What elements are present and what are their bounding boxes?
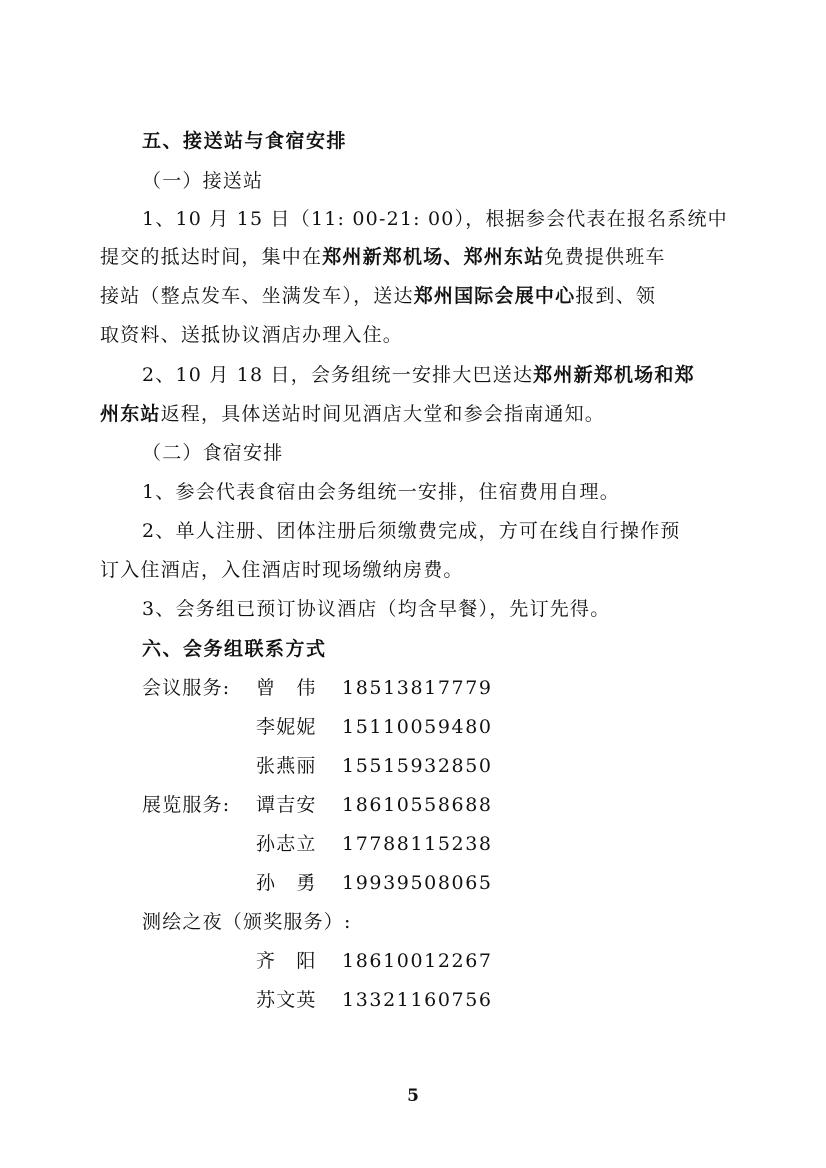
text-span: 返程，具体送站时间见酒店大堂和参会指南通知。 [160,403,606,425]
contact-phone: 13321160756 [342,989,493,1011]
section5-title: 五、接送站与食宿安排 [142,130,348,152]
bold-location: 州东站 [100,403,161,425]
contact-phone: 18610558688 [342,794,493,816]
paragraph-line: 1、参会代表食宿由会务组统一安排，住宿费用自理。 [142,481,620,503]
text-span: 接站（整点发车、坐满发车），送达 [100,285,414,307]
paragraph-line [100,244,740,270]
text-span: 报到、领 [575,285,657,307]
paragraph-line [142,362,782,388]
contact-phone: 17788115238 [342,833,493,855]
contact-name: 苏文英 [256,989,317,1011]
section6-title: 六、会务组联系方式 [142,638,327,660]
contact-phone: 18513817779 [342,677,493,699]
contact-phone: 18610012267 [342,950,493,972]
contact-phone: 15110059480 [342,716,493,738]
bold-location: 郑州新郑机场和郑 [533,364,695,386]
contact-phone: 19939508065 [342,872,493,894]
text-span: 2、10 月 18 日，会务组统一安排大巴送达 [142,364,534,386]
contact-name: 齐 阳 [256,950,317,972]
contact-group-label: 测绘之夜（颁奖服务）: [142,911,352,933]
contact-name: 谭吉安 [256,794,317,816]
contact-name: 孙 勇 [256,872,317,894]
contact-name: 张燕丽 [256,755,317,777]
paragraph-line: 取资料、送抵协议酒店办理入住。 [100,324,404,346]
paragraph-line [100,401,740,427]
bold-location: 郑州新郑机场、郑州东站 [322,246,545,268]
subsection-lodging-title: （二）食宿安排 [142,442,284,464]
page-number: 5 [407,1086,419,1106]
paragraph-line: 1、10 月 15 日（11: 00-21: 00），根据参会代表在报名系统中 [142,208,728,230]
contact-name: 曾 伟 [256,677,317,699]
contact-name: 李妮妮 [256,716,317,738]
text-span: 免费提供班车 [544,246,666,268]
paragraph-line [100,283,740,309]
contact-group-label: 展览服务: [142,794,231,816]
text-span: 提交的抵达时间，集中在 [100,246,323,268]
contact-phone: 15515932850 [342,755,493,777]
contact-name: 孙志立 [256,833,317,855]
bold-location: 郑州国际会展中心 [413,285,576,307]
contact-group-label: 会议服务: [142,677,231,699]
subsection-pickup-title: （一）接送站 [142,170,264,192]
paragraph-line: 订入住酒店，入住酒店时现场缴纳房费。 [100,559,464,581]
paragraph-line: 2、单人注册、团体注册后须缴费完成，方可在线自行操作预 [142,520,681,542]
paragraph-line: 3、会务组已预订协议酒店（均含早餐），先订先得。 [142,598,611,620]
